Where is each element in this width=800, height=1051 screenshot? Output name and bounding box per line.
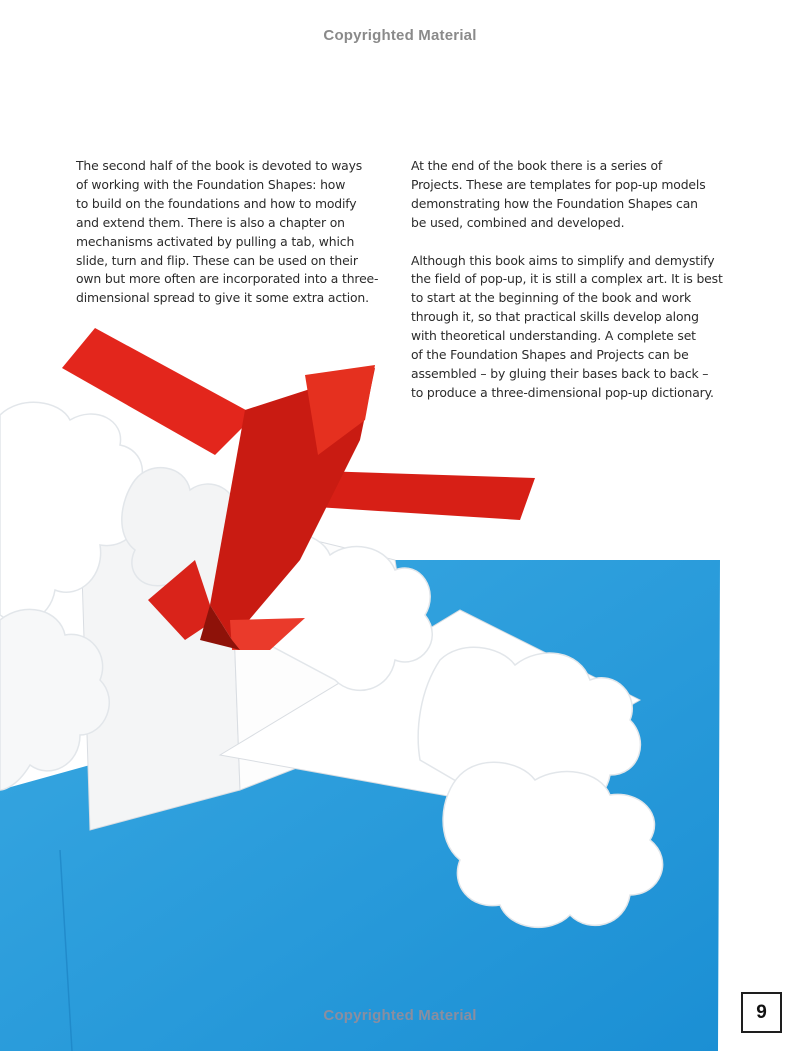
right-paragraph-1: At the end of the book there is a series of Projects. These are templates for pop-up models demonstrating how the Foundation Shapes can be used, combined and developed.	[411, 158, 706, 230]
left-paragraph: The second half of the book is devoted to ways of working with the Foundation Shapes: how to build on the foundations and how to modify and extend them. There is also a chapter on mechanisms activated by pulling a tab, which slide, turn and flip. These can be used on their own but more often are incorporated into a three- dimensional spread to give it some extra action.	[76, 158, 379, 306]
page-number: 9	[741, 992, 782, 1033]
copyright-watermark-top: Copyrighted Material	[323, 27, 477, 44]
right-paragraph-2: Although this book aims to simplify and demystify the field of pop-up, it is still a complex art. It is best to start at the beginning of the book and work through it, so that practical skills develop along with theoretical understanding. A complete set of the Foundation Shapes and Projects can be assembled – by gluing their bases back to back – to produce a three-dimensional pop-up dictionary.	[411, 252, 723, 400]
copyright-watermark-bottom: Copyrighted Material	[323, 1007, 477, 1024]
